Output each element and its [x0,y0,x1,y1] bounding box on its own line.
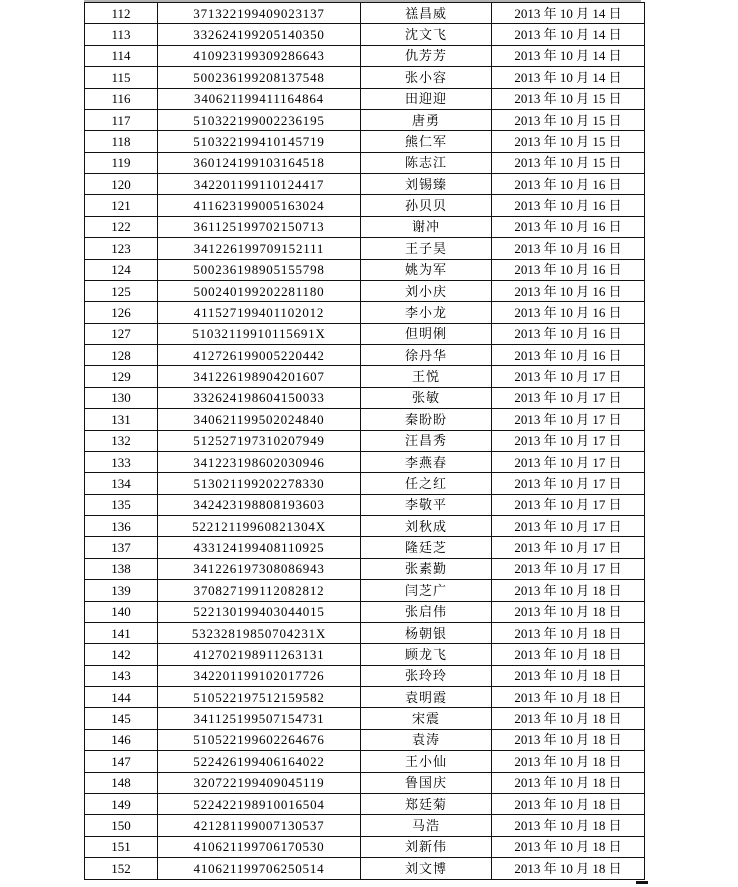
cell-name: 刘文博 [361,858,492,880]
table-row [85,24,645,45]
cell-name: 仇芳芳 [361,45,492,66]
cell-name: 鲁国庆 [361,772,492,793]
cell-index: 121 [85,195,158,216]
cell-name: 张素勤 [361,558,492,579]
cell-date: 2013 年 10 月 16 日 [492,259,645,280]
cell-index: 135 [85,494,158,515]
table-row [85,430,645,451]
cell-index: 129 [85,366,158,387]
table-row [85,729,645,750]
cell-index: 117 [85,109,158,130]
cell-id-number: 332624198604150033 [158,387,361,408]
cell-index: 112 [85,3,158,24]
cell-id-number: 410621199706250514 [158,858,361,880]
cell-index: 130 [85,387,158,408]
cell-date: 2013 年 10 月 15 日 [492,131,645,152]
cell-index: 113 [85,24,158,45]
cell-id-number: 51032119910115691X [158,323,361,344]
cell-name: 刘秋成 [361,516,492,537]
cell-date: 2013 年 10 月 18 日 [492,687,645,708]
cell-id-number: 342201199110124417 [158,174,361,195]
table-row [85,772,645,793]
cell-index: 148 [85,772,158,793]
cell-id-number: 411623199005163024 [158,195,361,216]
cell-name: 隆廷芝 [361,537,492,558]
cell-index: 146 [85,729,158,750]
cell-name: 田迎迎 [361,88,492,109]
cell-date: 2013 年 10 月 18 日 [492,601,645,622]
cell-id-number: 332624199205140350 [158,24,361,45]
table-row [85,580,645,601]
table-row [85,302,645,323]
cell-index: 142 [85,644,158,665]
table-row [85,558,645,579]
cell-id-number: 371322199409023137 [158,3,361,24]
cell-name: 但明俐 [361,323,492,344]
cell-id-number: 342423198808193603 [158,494,361,515]
cell-id-number: 421281199007130537 [158,815,361,836]
cell-name: 李燕春 [361,451,492,472]
cell-name: 秦盼盼 [361,409,492,430]
table-row [85,622,645,643]
cell-name: 张启伟 [361,601,492,622]
cell-index: 119 [85,152,158,173]
table-row [85,174,645,195]
table-row [85,858,645,880]
table-row [85,3,645,24]
cell-index: 126 [85,302,158,323]
cell-date: 2013 年 10 月 14 日 [492,24,645,45]
cell-date: 2013 年 10 月 18 日 [492,580,645,601]
cell-name: 谢冲 [361,216,492,237]
cell-name: 任之红 [361,473,492,494]
cell-name: 张小容 [361,67,492,88]
cell-id-number: 342201199102017726 [158,665,361,686]
cell-name: 徐丹华 [361,345,492,366]
cell-index: 152 [85,858,158,880]
cell-index: 149 [85,793,158,814]
cell-name: 王子昊 [361,238,492,259]
cell-id-number: 360124199103164518 [158,152,361,173]
cell-date: 2013 年 10 月 14 日 [492,45,645,66]
cell-date: 2013 年 10 月 17 日 [492,409,645,430]
cell-name: 汪昌秀 [361,430,492,451]
table-row [85,601,645,622]
cell-date: 2013 年 10 月 18 日 [492,644,645,665]
cell-index: 123 [85,238,158,259]
cell-date: 2013 年 10 月 16 日 [492,238,645,259]
cell-index: 150 [85,815,158,836]
cell-date: 2013 年 10 月 16 日 [492,216,645,237]
cell-date: 2013 年 10 月 18 日 [492,772,645,793]
table-row [85,366,645,387]
cell-id-number: 52212119960821304X [158,516,361,537]
table-row [85,345,645,366]
cell-date: 2013 年 10 月 17 日 [492,430,645,451]
cell-index: 147 [85,751,158,772]
table-row [85,751,645,772]
cell-index: 138 [85,558,158,579]
cell-date: 2013 年 10 月 18 日 [492,708,645,729]
cell-id-number: 361125199702150713 [158,216,361,237]
cell-name: 禚昌威 [361,3,492,24]
cell-date: 2013 年 10 月 18 日 [492,622,645,643]
table-row [85,516,645,537]
cell-name: 沈文飞 [361,24,492,45]
cell-id-number: 411527199401102012 [158,302,361,323]
cell-id-number: 341226199709152111 [158,238,361,259]
cell-index: 120 [85,174,158,195]
cell-index: 115 [85,67,158,88]
cell-name: 姚为军 [361,259,492,280]
cell-id-number: 522422198910016504 [158,793,361,814]
cell-id-number: 510322199410145719 [158,131,361,152]
cell-id-number: 341223198602030946 [158,451,361,472]
table-row [85,793,645,814]
cell-index: 116 [85,88,158,109]
table-row [85,152,645,173]
table-row [85,238,645,259]
cell-date: 2013 年 10 月 16 日 [492,174,645,195]
table-row [85,67,645,88]
cell-id-number: 341226198904201607 [158,366,361,387]
cell-index: 140 [85,601,158,622]
cell-index: 114 [85,45,158,66]
cell-id-number: 341226197308086943 [158,558,361,579]
cell-name: 王小仙 [361,751,492,772]
cell-name: 闫芝广 [361,580,492,601]
cell-date: 2013 年 10 月 18 日 [492,858,645,880]
table-row [85,323,645,344]
cell-name: 李敬平 [361,494,492,515]
cell-name: 刘小庆 [361,280,492,301]
cell-date: 2013 年 10 月 15 日 [492,152,645,173]
cell-name: 张敏 [361,387,492,408]
cell-id-number: 500240199202281180 [158,280,361,301]
cell-name: 唐勇 [361,109,492,130]
cell-date: 2013 年 10 月 18 日 [492,729,645,750]
cell-index: 131 [85,409,158,430]
table-row [85,665,645,686]
cell-index: 118 [85,131,158,152]
cell-id-number: 370827199112082812 [158,580,361,601]
table-row [85,45,645,66]
cell-date: 2013 年 10 月 16 日 [492,323,645,344]
cell-id-number: 513021199202278330 [158,473,361,494]
cell-index: 132 [85,430,158,451]
table-row [85,280,645,301]
cell-date: 2013 年 10 月 17 日 [492,537,645,558]
table-row [85,409,645,430]
cell-name: 刘锡臻 [361,174,492,195]
cell-date: 2013 年 10 月 16 日 [492,345,645,366]
cell-date: 2013 年 10 月 17 日 [492,558,645,579]
table-row [85,195,645,216]
cell-index: 145 [85,708,158,729]
cell-id-number: 340621199502024840 [158,409,361,430]
cell-name: 郑廷菊 [361,793,492,814]
cell-date: 2013 年 10 月 17 日 [492,516,645,537]
cell-date: 2013 年 10 月 17 日 [492,451,645,472]
cell-id-number: 341125199507154731 [158,708,361,729]
cell-name: 马浩 [361,815,492,836]
table-row [85,473,645,494]
cell-date: 2013 年 10 月 18 日 [492,836,645,857]
table-row [85,708,645,729]
table-row [85,451,645,472]
table-row [85,259,645,280]
cell-date: 2013 年 10 月 14 日 [492,3,645,24]
cell-name: 李小龙 [361,302,492,323]
table-row [85,88,645,109]
cell-id-number: 522130199403044015 [158,601,361,622]
table-row [85,109,645,130]
cell-index: 125 [85,280,158,301]
table-row [85,216,645,237]
cell-name: 王悦 [361,366,492,387]
cell-name: 顾龙飞 [361,644,492,665]
cell-index: 124 [85,259,158,280]
cell-id-number: 320722199409045119 [158,772,361,793]
cell-id-number: 510322199002236195 [158,109,361,130]
cell-id-number: 500236199208137548 [158,67,361,88]
cell-name: 刘新伟 [361,836,492,857]
cell-date: 2013 年 10 月 18 日 [492,793,645,814]
cell-index: 143 [85,665,158,686]
cell-name: 孙贝贝 [361,195,492,216]
cell-date: 2013 年 10 月 18 日 [492,665,645,686]
cell-index: 128 [85,345,158,366]
cell-id-number: 410621199706170530 [158,836,361,857]
cell-date: 2013 年 10 月 16 日 [492,195,645,216]
cell-name: 熊仁军 [361,131,492,152]
cell-id-number: 53232819850704231X [158,622,361,643]
cell-date: 2013 年 10 月 17 日 [492,473,645,494]
cell-id-number: 500236198905155798 [158,259,361,280]
cell-name: 宋震 [361,708,492,729]
table-row [85,494,645,515]
cell-name: 张玲玲 [361,665,492,686]
cell-date: 2013 年 10 月 17 日 [492,494,645,515]
cell-name: 陈志江 [361,152,492,173]
cell-index: 136 [85,516,158,537]
cell-id-number: 510522197512159582 [158,687,361,708]
cell-index: 133 [85,451,158,472]
table-row [85,644,645,665]
cell-id-number: 410923199309286643 [158,45,361,66]
cell-id-number: 340621199411164864 [158,88,361,109]
cell-index: 139 [85,580,158,601]
cell-date: 2013 年 10 月 16 日 [492,302,645,323]
cell-id-number: 412726199005220442 [158,345,361,366]
cell-index: 122 [85,216,158,237]
cell-index: 151 [85,836,158,857]
cell-date: 2013 年 10 月 17 日 [492,366,645,387]
cell-id-number: 510522199602264676 [158,729,361,750]
cell-id-number: 433124199408110925 [158,537,361,558]
table-row [85,537,645,558]
register-table [84,2,645,880]
cell-date: 2013 年 10 月 15 日 [492,109,645,130]
cell-name: 杨朝银 [361,622,492,643]
table-row [85,131,645,152]
cell-date: 2013 年 10 月 16 日 [492,280,645,301]
cell-date: 2013 年 10 月 14 日 [492,67,645,88]
table-row [85,687,645,708]
table-row [85,836,645,857]
cell-name: 袁明霞 [361,687,492,708]
cell-id-number: 512527197310207949 [158,430,361,451]
cell-index: 137 [85,537,158,558]
cell-name: 袁涛 [361,729,492,750]
cell-date: 2013 年 10 月 18 日 [492,751,645,772]
cell-index: 127 [85,323,158,344]
cell-id-number: 522426199406164022 [158,751,361,772]
table-row [85,387,645,408]
cell-index: 134 [85,473,158,494]
cell-index: 141 [85,622,158,643]
cell-index: 144 [85,687,158,708]
cell-date: 2013 年 10 月 18 日 [492,815,645,836]
cell-date: 2013 年 10 月 15 日 [492,88,645,109]
table-row [85,815,645,836]
cell-date: 2013 年 10 月 17 日 [492,387,645,408]
cell-id-number: 412702198911263131 [158,644,361,665]
page-corner-artifact [636,881,648,884]
